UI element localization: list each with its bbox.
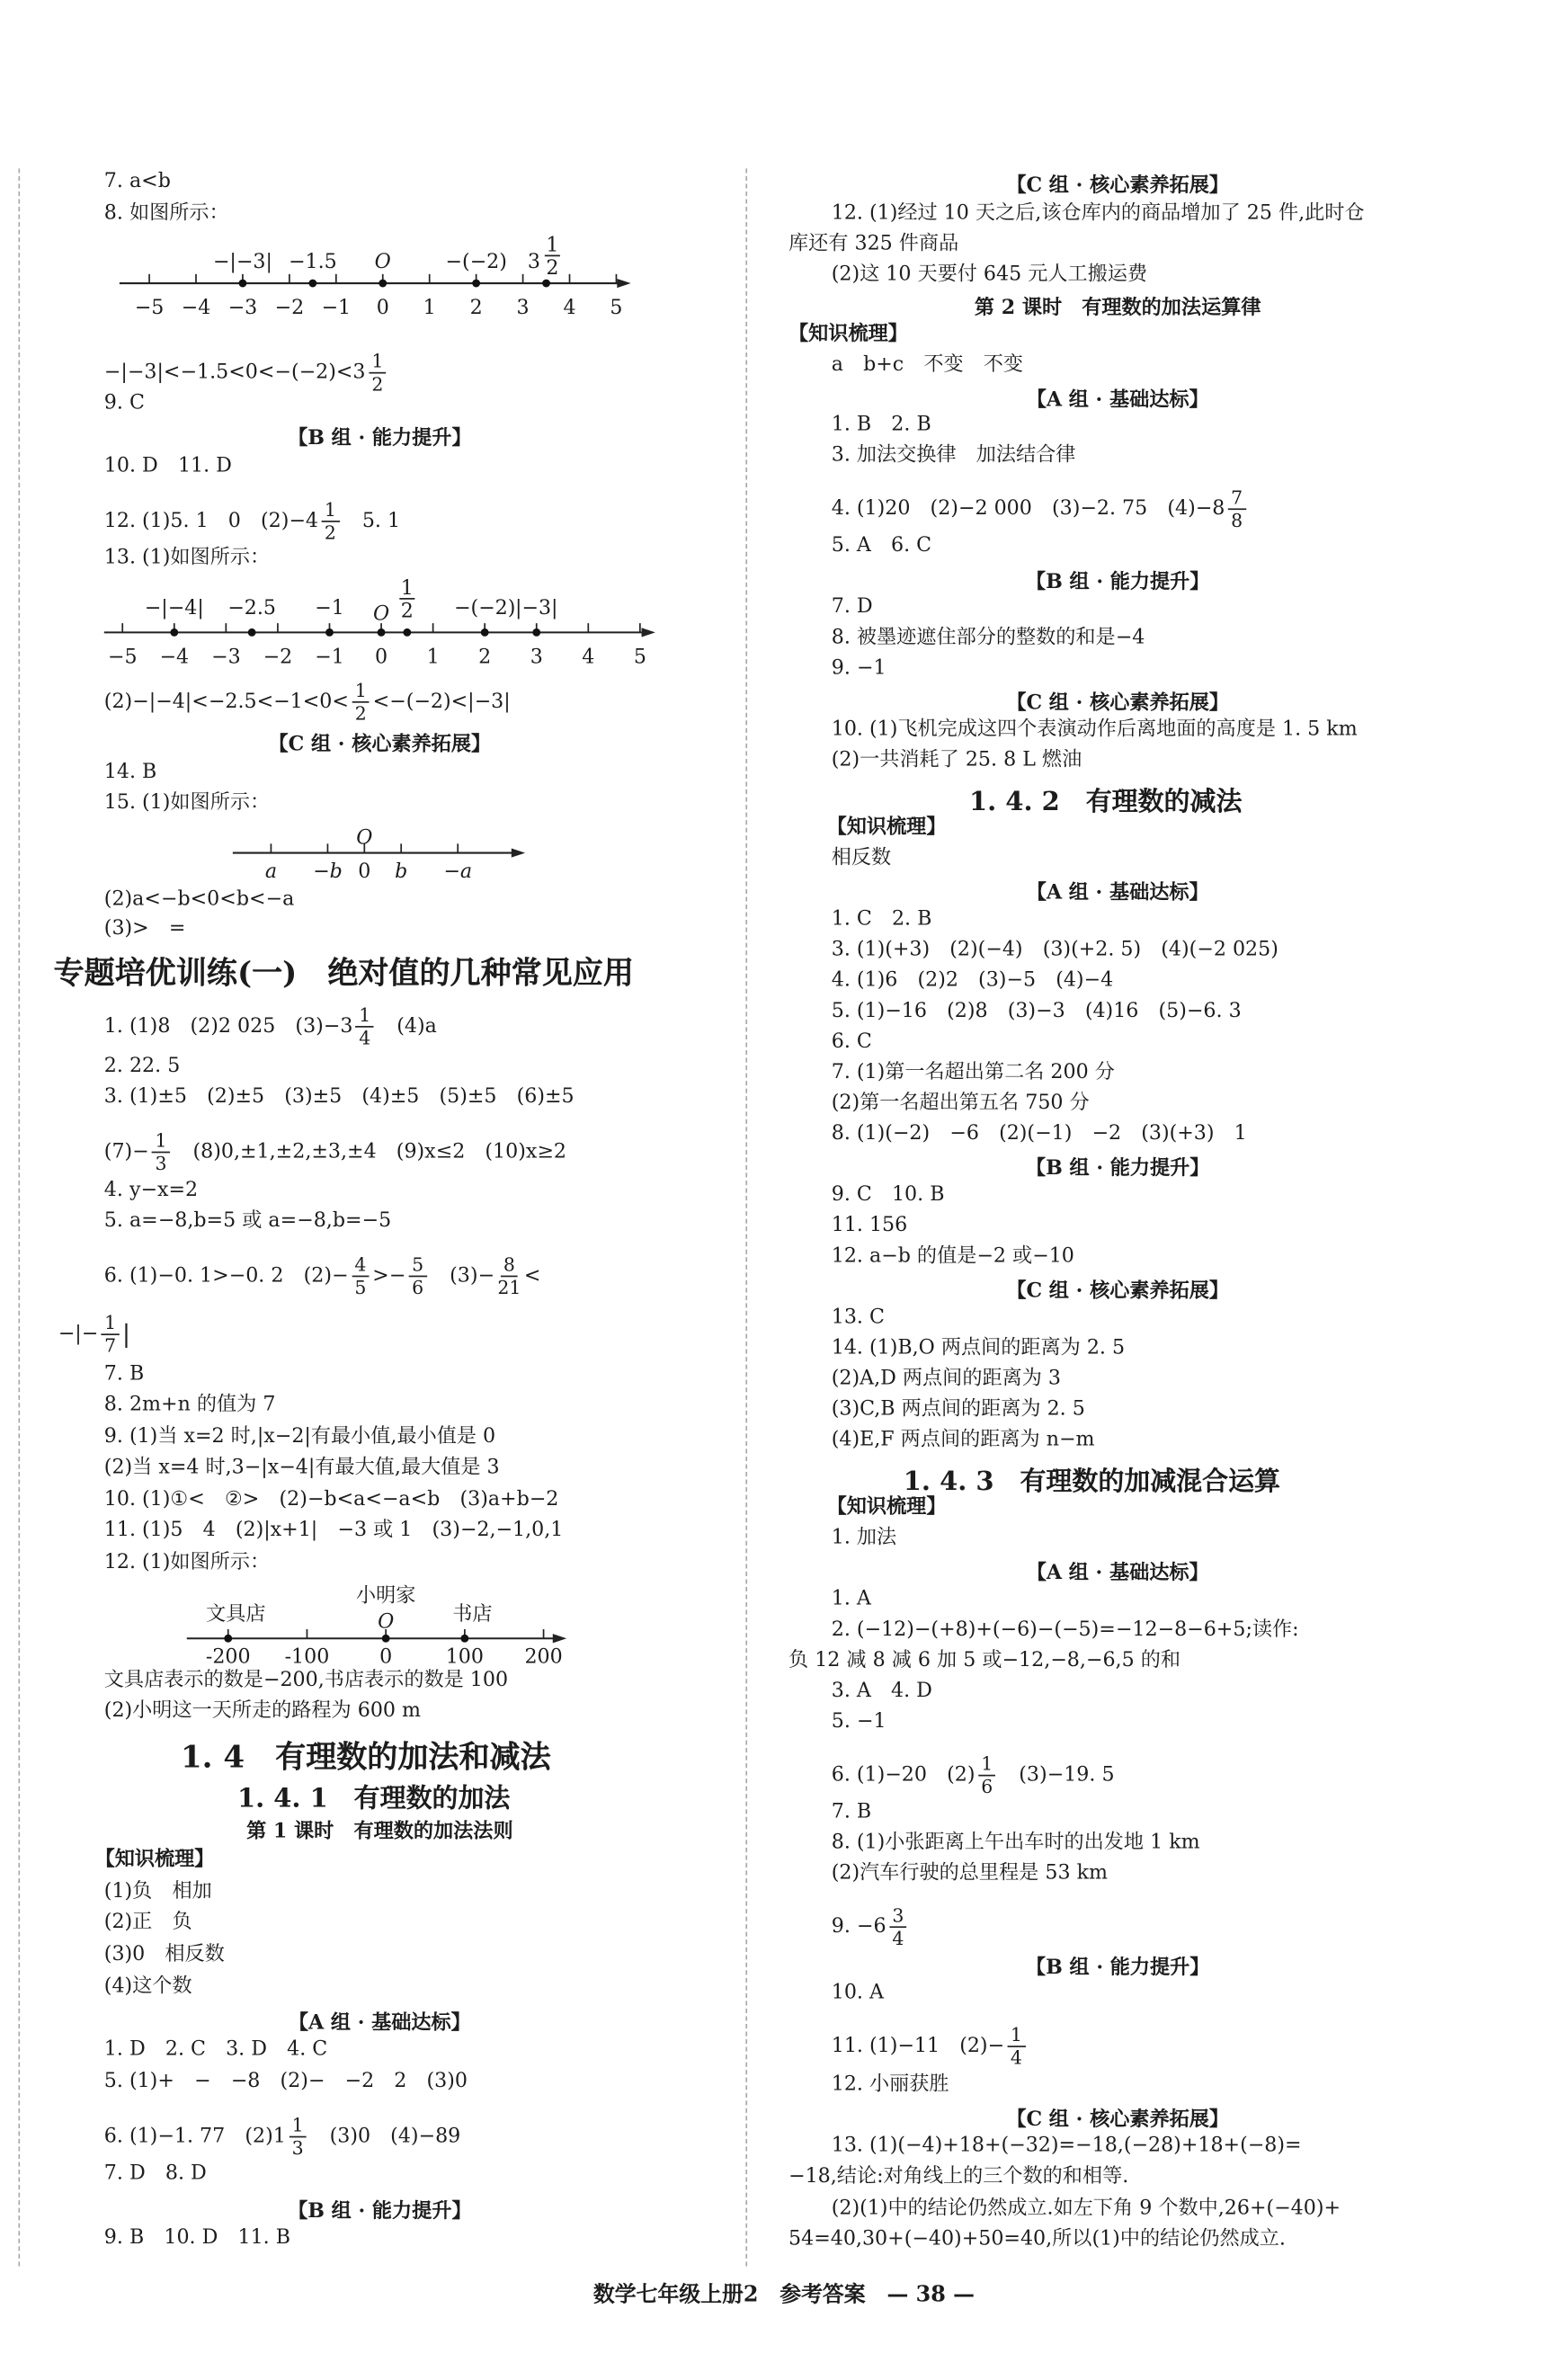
answer-text: 5. 1 bbox=[361, 510, 401, 533]
tick-label: b bbox=[395, 859, 408, 883]
tick-label: 5 bbox=[633, 645, 646, 669]
answer-text: < bbox=[523, 1264, 541, 1288]
fraction bbox=[369, 351, 387, 395]
answer-line: 7. B bbox=[103, 1362, 145, 1386]
tick-label: 4 bbox=[563, 296, 576, 320]
answer-line: −18,结论:对角线上的三个数的和相等. bbox=[788, 2165, 1129, 2188]
answer-line: 相反数 bbox=[831, 846, 892, 870]
denominator: 6 bbox=[981, 1776, 993, 1798]
answer-line: 2. 22. 5 bbox=[103, 1055, 181, 1078]
answer-text: >− bbox=[372, 1264, 406, 1288]
answer-line: 5. A 6. C bbox=[831, 534, 932, 557]
fraction-numerator: 1 bbox=[546, 233, 559, 257]
answer-line: 文具店表示的数是−200,书店表示的数是 100 bbox=[103, 1669, 509, 1692]
point-dot bbox=[472, 280, 480, 288]
answer-line: 负 12 减 8 减 6 加 5 或−12,−8,−6,5 的和 bbox=[788, 1649, 1180, 1672]
answer-line: 1. B 2. B bbox=[831, 413, 931, 437]
answer-line: 1. A bbox=[831, 1588, 871, 1611]
section-header: 【A 组 · 基础达标】 bbox=[1026, 881, 1209, 905]
answer-line: 12. 小丽获胜 bbox=[831, 2072, 949, 2097]
fraction bbox=[352, 680, 370, 724]
knowledge-header: 【知识梳理】 bbox=[826, 816, 947, 840]
answer-line: 库还有 325 件商品 bbox=[788, 232, 959, 256]
answer-line: 7. D 8. D bbox=[103, 2162, 207, 2186]
answer-line: 11. (1)5 4 (2)|x+1| −3 或 1 (3)−2,−1,0,1 bbox=[103, 1519, 564, 1542]
arrow-icon bbox=[642, 628, 655, 637]
point-label: −2.5 bbox=[227, 595, 277, 620]
answer-line bbox=[104, 1130, 566, 1174]
tick-label: −b bbox=[313, 859, 343, 883]
place-label: 文具店 bbox=[206, 1601, 266, 1626]
answer-line: 10. D 11. D bbox=[103, 454, 232, 478]
answer-text: (8)0,±1,±2,±3,±4 (9)x≤2 (10)x≥2 bbox=[192, 1140, 567, 1164]
denominator: 2 bbox=[324, 521, 336, 544]
section-header: 【A 组 · 基础达标】 bbox=[1026, 388, 1209, 413]
arrow-icon bbox=[553, 1634, 566, 1643]
denominator: 3 bbox=[155, 1153, 167, 1175]
answer-line: (2)一共消耗了 25. 8 L 燃油 bbox=[831, 748, 1082, 772]
answer-text: 6. (1)−0. 1>−0. 2 (2)− bbox=[103, 1264, 349, 1288]
tick-label: −5 bbox=[134, 296, 165, 320]
origin-label: O bbox=[374, 250, 391, 274]
answer-line: 9. C bbox=[103, 391, 145, 415]
answer-line: 7. D bbox=[831, 595, 873, 620]
answer-text: 9. −6 bbox=[831, 1915, 886, 1939]
fraction bbox=[1228, 487, 1246, 531]
denominator: 5 bbox=[354, 1277, 367, 1299]
section-title: 1. 4 有理数的加法和减法 bbox=[180, 1737, 551, 1775]
fraction bbox=[356, 1004, 374, 1048]
tick-label: 200 bbox=[524, 1645, 563, 1669]
section-header: 【C 组 · 核心素养拓展】 bbox=[1006, 691, 1230, 716]
numerator: 1 bbox=[352, 680, 370, 703]
answer-line: 4. (1)6 (2)2 (3)−5 (4)−4 bbox=[831, 968, 1114, 993]
point-dot bbox=[403, 628, 411, 637]
denominator: 4 bbox=[1010, 2046, 1022, 2069]
answer-text: (4)a bbox=[396, 1015, 437, 1038]
point-dot bbox=[542, 280, 550, 288]
answer-line: (2)汽车行驶的总里程是 53 km bbox=[831, 1861, 1109, 1885]
section-header: 【C 组 · 核心素养拓展】 bbox=[1006, 1279, 1230, 1304]
tick-label: 1 bbox=[426, 645, 440, 669]
tick-label: 0 bbox=[376, 296, 389, 320]
answer-text: 6. (1)−1. 77 (2)1 bbox=[103, 2125, 286, 2149]
tick-label: −5 bbox=[107, 645, 138, 669]
point-label: −1 bbox=[315, 595, 344, 620]
answer-line: 3. A 4. D bbox=[831, 1680, 932, 1703]
answer-line: (2)小明这一天所走的路程为 600 m bbox=[103, 1699, 422, 1723]
tick-label: 100 bbox=[445, 1645, 484, 1669]
answer-line: 13. (1)如图所示： bbox=[103, 546, 271, 570]
answer-line: 8. (1)小张距离上午出车时的出发地 1 km bbox=[831, 1831, 1200, 1855]
answer-line: (2)a<−b<0<b<−a bbox=[103, 887, 295, 912]
answer-line: 9. B 10. D 11. B bbox=[103, 2226, 291, 2250]
answer-text: (3)0 (4)−89 bbox=[329, 2125, 461, 2149]
answer-line: 12. a−b 的值是−2 或−10 bbox=[831, 1244, 1074, 1269]
tick-label: 3 bbox=[530, 645, 543, 669]
answer-line: 7. a<b bbox=[103, 170, 171, 193]
section-header: 【B 组 · 能力提升】 bbox=[288, 2200, 472, 2224]
answer-line: 14. B bbox=[103, 761, 157, 784]
fraction-denominator: 2 bbox=[400, 599, 414, 623]
tick-label: 5 bbox=[610, 296, 623, 320]
section-header: 【A 组 · 基础达标】 bbox=[1026, 1562, 1209, 1585]
answer-text: 11. (1)−11 (2)− bbox=[831, 2035, 1005, 2058]
answer-line bbox=[832, 487, 1249, 531]
numerator: 1 bbox=[102, 1312, 120, 1335]
point-dot bbox=[224, 1635, 232, 1643]
numerator: 5 bbox=[409, 1254, 427, 1278]
numerator: 7 bbox=[1228, 487, 1246, 511]
point-dot bbox=[532, 628, 540, 637]
answer-line: 9. (1)当 x=2 时,|x−2|有最小值,最小值是 0 bbox=[103, 1425, 496, 1449]
answer-line: 9. C 10. B bbox=[831, 1183, 945, 1207]
answer-text: | bbox=[121, 1319, 131, 1349]
point-label: −|−3| bbox=[212, 250, 272, 274]
answer-line bbox=[832, 1753, 1115, 1797]
answer-line bbox=[104, 1254, 541, 1298]
denominator: 4 bbox=[359, 1027, 371, 1049]
tick-label: 2 bbox=[469, 296, 483, 320]
knowledge-header: 【知识梳理】 bbox=[94, 1848, 215, 1872]
subsection-title: 1. 4. 1 有理数的加法 bbox=[236, 1783, 511, 1815]
answer-line: 3. 加法交换律 加法结合律 bbox=[831, 443, 1076, 468]
denominator: 2 bbox=[354, 702, 367, 725]
subsection-title: 1. 4. 2 有理数的减法 bbox=[968, 787, 1243, 818]
point-dot bbox=[382, 1635, 390, 1643]
answer-line: (3)C,B 两点间的距离为 2. 5 bbox=[831, 1397, 1085, 1422]
point-label: |−3| bbox=[514, 595, 558, 620]
numerator: 8 bbox=[501, 1254, 519, 1278]
point-dot bbox=[378, 628, 386, 637]
place-label: 小明家 bbox=[355, 1583, 416, 1608]
denominator: 6 bbox=[412, 1277, 424, 1299]
tick-label: a bbox=[264, 859, 278, 883]
point-dot bbox=[308, 280, 316, 288]
numerator: 1 bbox=[289, 2115, 307, 2138]
answer-line bbox=[58, 1312, 130, 1356]
answer-line: 9. −1 bbox=[831, 656, 886, 681]
subsection-title: 1. 4. 3 有理数的加减混合运算 bbox=[903, 1466, 1281, 1498]
tick-label: −4 bbox=[181, 296, 211, 320]
answer-line: (2)A,D 两点间的距离为 3 bbox=[831, 1367, 1062, 1391]
section-header: 【C 组 · 核心素养拓展】 bbox=[1006, 2108, 1230, 2132]
answer-text: −|−3|<−1.5<0<−(−2)<3 bbox=[103, 361, 366, 385]
fraction bbox=[289, 2115, 307, 2159]
point-dot bbox=[460, 1635, 468, 1643]
answer-line: (2)正 负 bbox=[103, 1911, 192, 1934]
answer-text: −|− bbox=[58, 1323, 99, 1346]
answer-line: 14. (1)B,O 两点间的距离为 2. 5 bbox=[831, 1336, 1126, 1360]
denominator: 3 bbox=[291, 2137, 304, 2160]
point-label: 3 bbox=[527, 250, 540, 274]
tick-label: 0 bbox=[358, 859, 371, 883]
answer-line: 3. (1)(+3) (2)(−4) (3)(+2. 5) (4)(−2 025) bbox=[831, 938, 1278, 962]
answer-line: 13. (1)(−4)+18+(−32)=−18,(−28)+18+(−8)= bbox=[831, 2134, 1302, 2158]
point-dot bbox=[170, 628, 178, 637]
fraction bbox=[1008, 2024, 1026, 2068]
section-header: 【C 组 · 核心素养拓展】 bbox=[1006, 174, 1230, 198]
numerator: 3 bbox=[889, 1905, 907, 1929]
answer-text: 1. (1)8 (2)2 025 (3)−3 bbox=[103, 1015, 353, 1038]
section-header: 【A 组 · 基础达标】 bbox=[288, 2011, 471, 2036]
answer-line: 1. 加法 bbox=[831, 1526, 897, 1550]
fraction bbox=[978, 1753, 996, 1797]
answer-line: 12. (1)经过 10 天之后,该仓库内的商品增加了 25 件,此时仓 bbox=[831, 201, 1365, 226]
answer-line bbox=[104, 351, 389, 395]
answer-line: 8. 被墨迹遮住部分的整数的和是−4 bbox=[831, 626, 1145, 650]
answer-line: (4)E,F 两点间的距离为 n−m bbox=[831, 1428, 1095, 1452]
point-dot bbox=[238, 280, 246, 288]
fraction bbox=[889, 1905, 907, 1949]
knowledge-header: 【知识梳理】 bbox=[826, 1495, 947, 1520]
section-header: 【B 组 · 能力提升】 bbox=[1025, 1157, 1210, 1181]
arrow-icon bbox=[512, 848, 525, 857]
section-header: 【B 组 · 能力提升】 bbox=[1025, 1957, 1210, 1980]
answer-text: (3)− bbox=[450, 1264, 495, 1288]
numerator: 1 bbox=[978, 1753, 996, 1777]
point-label: −(−2) bbox=[453, 595, 516, 620]
answer-line bbox=[104, 680, 511, 724]
knowledge-header: 【知识梳理】 bbox=[788, 323, 908, 346]
point-label: −(−2) bbox=[445, 250, 507, 274]
answer-line: a b+c 不变 不变 bbox=[831, 353, 1024, 377]
answer-line: (2)当 x=4 时,3−|x−4|有最大值,最大值是 3 bbox=[103, 1456, 500, 1480]
tick-label: -100 bbox=[284, 1645, 330, 1669]
answer-line: 54=40,30+(−40)+50=40,所以(1)中的结论仍然成立. bbox=[788, 2227, 1286, 2251]
tick-label: −1 bbox=[315, 645, 344, 669]
numerator: 1 bbox=[369, 351, 387, 374]
tick-label: −3 bbox=[227, 296, 258, 320]
point-dot bbox=[379, 280, 387, 288]
denominator: 8 bbox=[1231, 510, 1243, 531]
numerator: 1 bbox=[152, 1130, 170, 1154]
answer-line: 7. B bbox=[831, 1800, 872, 1824]
lesson-title: 第 1 课时 有理数的加法法则 bbox=[246, 1820, 513, 1844]
numerator: 1 bbox=[321, 499, 339, 522]
point-dot bbox=[325, 628, 334, 637]
denominator: 7 bbox=[104, 1335, 117, 1357]
lesson-title: 第 2 课时 有理数的加法运算律 bbox=[974, 297, 1261, 320]
point-label: −|−4| bbox=[144, 595, 204, 620]
origin-label: O bbox=[372, 602, 390, 626]
answer-line: 10. A bbox=[831, 1981, 884, 2005]
point-dot bbox=[248, 628, 256, 637]
answer-line: 10. (1)①< ②> (2)−b<a<−a<b (3)a+b−2 bbox=[103, 1488, 559, 1511]
tick-label: 2 bbox=[478, 645, 492, 669]
section-title: 专题培优训练(一) 绝对值的几种常见应用 bbox=[53, 953, 634, 991]
answer-line: 3. (1)±5 (2)±5 (3)±5 (4)±5 (5)±5 (6)±5 bbox=[103, 1085, 575, 1109]
answer-text: 12. (1)5. 1 0 (2)−4 bbox=[103, 510, 319, 533]
page-footer: 数学七年级上册2 参考答案 — 38 — bbox=[592, 2283, 975, 2308]
answer-text: 4. (1)20 (2)−2 000 (3)−2. 75 (4)−8 bbox=[831, 497, 1225, 521]
fraction bbox=[352, 1254, 370, 1298]
answer-line: 1. D 2. C 3. D 4. C bbox=[103, 2037, 328, 2062]
answer-text: 6. (1)−20 (2) bbox=[831, 1763, 976, 1787]
answer-text: (3)−19. 5 bbox=[1019, 1763, 1115, 1787]
numerator: 4 bbox=[352, 1254, 370, 1278]
answer-line: 5. −1 bbox=[831, 1710, 886, 1734]
answer-line: (3)> = bbox=[103, 917, 186, 940]
answer-line: 5. a=−8,b=5 或 a=−8,b=−5 bbox=[103, 1209, 392, 1233]
tick-label: 1 bbox=[423, 296, 436, 320]
numerator: 1 bbox=[1008, 2024, 1026, 2047]
answer-line: 8. 如图所示： bbox=[103, 201, 229, 226]
answer-line bbox=[832, 1905, 910, 1949]
fraction bbox=[497, 1254, 521, 1298]
answer-line: 10. (1)飞机完成这四个表演动作后离地面的高度是 1. 5 km bbox=[831, 718, 1358, 742]
answer-line: 6. C bbox=[831, 1030, 872, 1054]
point-label: −1.5 bbox=[288, 250, 337, 274]
answer-line: 8. 2m+n 的值为 7 bbox=[103, 1393, 276, 1417]
tick-label: −1 bbox=[321, 296, 352, 320]
tick-label: 0 bbox=[375, 645, 388, 669]
tick-label: −3 bbox=[211, 645, 241, 669]
fraction bbox=[102, 1312, 120, 1356]
answer-line bbox=[832, 2024, 1029, 2068]
answer-line bbox=[104, 1004, 437, 1048]
answer-line: 15. (1)如图所示： bbox=[103, 791, 271, 815]
section-header: 【B 组 · 能力提升】 bbox=[1025, 571, 1210, 594]
numerator: 1 bbox=[356, 1004, 374, 1028]
section-header: 【B 组 · 能力提升】 bbox=[288, 427, 472, 450]
answer-text: <−(−2)<|−3| bbox=[372, 691, 511, 714]
answer-line: 8. (1)(−2) −6 (2)(−1) −2 (3)(+3) 1 bbox=[831, 1122, 1247, 1145]
place-label: 书店 bbox=[452, 1601, 493, 1626]
tick-label: -200 bbox=[205, 1645, 251, 1669]
origin-label: O bbox=[356, 825, 373, 850]
answer-line: (3)0 相反数 bbox=[103, 1943, 225, 1966]
fraction bbox=[152, 1130, 170, 1174]
fraction-numerator: 1 bbox=[400, 575, 414, 600]
tick-label: −a bbox=[443, 859, 473, 883]
answer-line: 13. C bbox=[831, 1306, 885, 1330]
tick-label: −4 bbox=[159, 645, 190, 669]
answer-text: (7)− bbox=[103, 1140, 149, 1164]
answer-line: 7. (1)第一名超出第二名 200 分 bbox=[831, 1061, 1115, 1084]
answer-line: 4. y−x=2 bbox=[103, 1179, 199, 1202]
denominator: 4 bbox=[892, 1928, 904, 1949]
answer-line: 5. (1)+ − −8 (2)− −2 2 (3)0 bbox=[103, 2070, 468, 2094]
answer-line: 12. (1)如图所示： bbox=[103, 1551, 271, 1574]
fraction bbox=[409, 1254, 427, 1298]
answer-line: (1)负 相加 bbox=[103, 1880, 212, 1903]
answer-line: (2)这 10 天要付 645 元人工搬运费 bbox=[831, 263, 1148, 287]
answer-line: (2)(1)中的结论仍然成立.如左下角 9 个数中,26+(−40)+ bbox=[831, 2197, 1341, 2221]
answer-line bbox=[104, 2115, 460, 2159]
tick-label: 3 bbox=[516, 296, 530, 320]
answer-line: 11. 156 bbox=[831, 1214, 908, 1238]
answer-line: (4)这个数 bbox=[103, 1974, 192, 1999]
point-dot bbox=[481, 628, 489, 637]
answer-text: (2)−|−4|<−2.5<−1<0< bbox=[103, 691, 349, 714]
answer-line: 2. (−12)−(+8)+(−6)−(−5)=−12−8−6+5;读作: bbox=[831, 1618, 1299, 1642]
answer-line: 1. C 2. B bbox=[831, 907, 932, 931]
answer-line: (2)第一名超出第五名 750 分 bbox=[831, 1092, 1090, 1115]
answer-line bbox=[104, 499, 400, 543]
denominator: 21 bbox=[497, 1277, 521, 1299]
tick-label: 0 bbox=[379, 1645, 393, 1669]
denominator: 2 bbox=[371, 373, 384, 396]
answer-line: 5. (1)−16 (2)8 (3)−3 (4)16 (5)−6. 3 bbox=[831, 1000, 1242, 1023]
origin-label: O bbox=[378, 1609, 395, 1634]
section-header: 【C 组 · 核心素养拓展】 bbox=[268, 733, 492, 757]
tick-label: −2 bbox=[263, 645, 293, 669]
fraction bbox=[321, 499, 339, 543]
arrow-icon bbox=[617, 279, 630, 288]
fraction-denominator: 2 bbox=[546, 255, 559, 280]
tick-label: 4 bbox=[582, 645, 595, 669]
tick-label: −2 bbox=[274, 296, 305, 320]
